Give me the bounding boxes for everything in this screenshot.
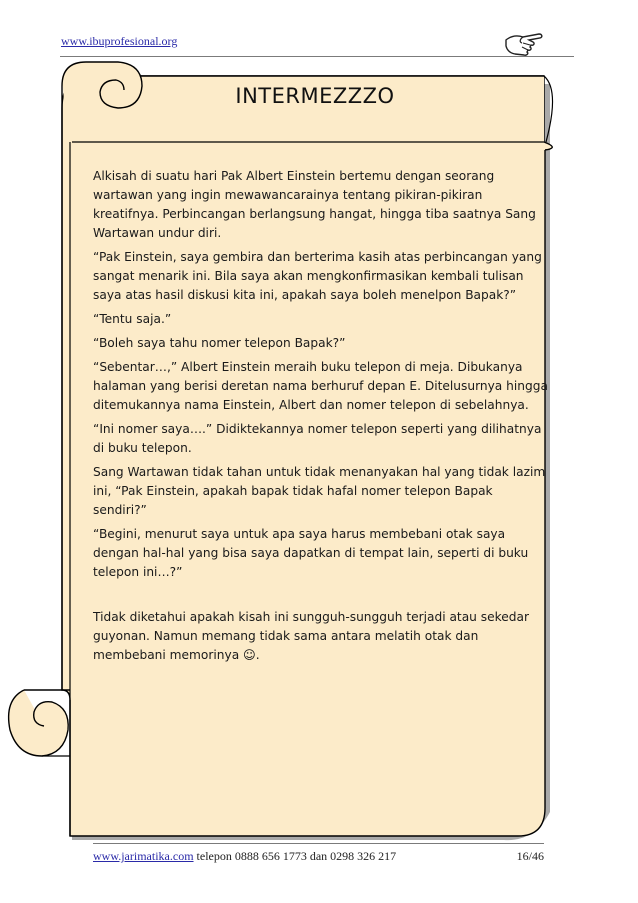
footer bbox=[93, 849, 544, 864]
story-paragraph: Sang Wartawan tidak tahan untuk tidak menanyakan hal yang tidak lazim ini, “Pak Einstein, apakah bapak tidak hafal nomer telepon Bapak sendiri?” bbox=[93, 465, 546, 517]
story-paragraph: “Begini, menurut saya untuk apa saya harus membebani otak saya dengan hal-hal yang bisa saya dapatkan di tempat lain, seperti di buku telepon ini…?” bbox=[93, 527, 529, 579]
story-paragraph: Tidak diketahui apakah kisah ini sungguh-sungguh terjadi atau sekedar guyonan. Namun memang tidak sama antara melatih otak dan membebani memorinya ☺. bbox=[93, 610, 529, 662]
story-paragraph: “Sebentar…,” Albert Einstein meraih buku telepon di meja. Dibukanya halaman yang berisi deretan nama berhuruf depan E. Ditelusurnya hingga ditemukannya nama Einstein, Albert dan nomer telepon di sebelahnya. bbox=[93, 360, 548, 412]
page-number: 16/46 bbox=[516, 849, 544, 863]
header-site-link[interactable]: www.ibuprofesional.org bbox=[61, 34, 178, 48]
story-paragraph: Alkisah di suatu hari Pak Albert Einstein bertemu dengan seorang wartawan yang ingin mewawancarainya tentang pikiran-pikiran kreatifnya. Perbincangan berlangsung hangat, hingga tiba saatnya Sang Wartawan undur diri. bbox=[93, 169, 536, 240]
story-paragraph: “Ini nomer saya….” Didiktekannya nomer telepon seperti yang dilihatnya di buku telepon. bbox=[93, 422, 542, 455]
scroll-title: INTERMEZZZO bbox=[235, 84, 395, 108]
story-paragraph: “Pak Einstein, saya gembira dan berterima kasih atas perbincangan yang sangat menarik ini. Bila saya akan mengkonfirmasikan kembali tulisan saya atas hasil diskusi kita ini, apakah saya boleh menelpon Bapak?” bbox=[93, 250, 542, 302]
footer-site-link[interactable]: www.jarimatika.com bbox=[93, 849, 194, 863]
story-paragraph: “Tentu saja.” bbox=[93, 312, 172, 326]
story-paragraph: “Boleh saya tahu nomer telepon Bapak?” bbox=[93, 336, 346, 350]
footer-phone-text: telepon 0888 656 1773 dan 0298 326 217 bbox=[193, 849, 397, 863]
story-text bbox=[93, 167, 549, 670]
footer-divider bbox=[93, 843, 544, 844]
